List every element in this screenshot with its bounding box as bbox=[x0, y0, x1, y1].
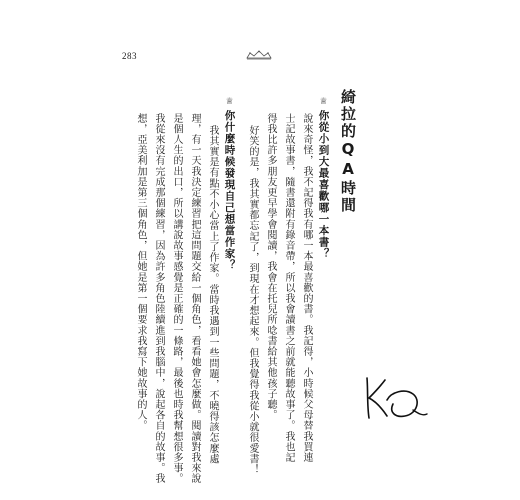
body-line: 想，亞美利加是第三個角色，但她是第一個要求我寫下她故事的人。 bbox=[135, 113, 146, 431]
section-heading-text: 你從小到大最喜歡哪一本書？ bbox=[317, 110, 330, 260]
crown-bullet-icon: ♕ bbox=[318, 97, 329, 108]
body-line: 我從來沒有完成那個練習，因為許多角色陸續進到我腦中，說起各自的故事。我 bbox=[153, 113, 164, 484]
crown-ornament-icon bbox=[246, 50, 272, 60]
crown-bullet-icon: ♕ bbox=[224, 97, 235, 108]
section-heading bbox=[318, 97, 329, 260]
page-number: 283 bbox=[122, 51, 137, 61]
body-line: 是個人生的出口，所以講說故事感覺是正確的一條路，最後也時我幫想很多事。 bbox=[171, 113, 182, 484]
body-line: 說來奇怪，我不記得我有哪一本最喜歡的書。我記得，小時候父母替我買連 bbox=[301, 113, 312, 463]
body-line: 我其實是有點不小心當上了作家。當時我遇到一些問題，不曉得該怎麼處 bbox=[207, 125, 218, 465]
signature bbox=[357, 370, 432, 430]
body-line: 得我比許多朋友更早學會閱讀，我會在托兒所唸書給其他孩子聽。 bbox=[265, 113, 276, 421]
section-heading-text: 你什麼時候發現自己想當作家？ bbox=[223, 110, 236, 271]
body-line: 理，有一天我決定練習把這問題交給一個角色，看看她會怎麼做。閱讀對我來說 bbox=[189, 113, 200, 484]
body-line: 好笑的是，我其實都忘記了，到現在才想起來。但我覺得我從小就很愛書！ bbox=[247, 125, 258, 475]
section-heading bbox=[224, 97, 235, 271]
body-line: 士記故事書，隨書還附有錄音帶，所以我會讀書之前就能聽故事了。我也記 bbox=[283, 113, 294, 463]
page-title: 綺拉的QA時間 bbox=[339, 89, 357, 214]
